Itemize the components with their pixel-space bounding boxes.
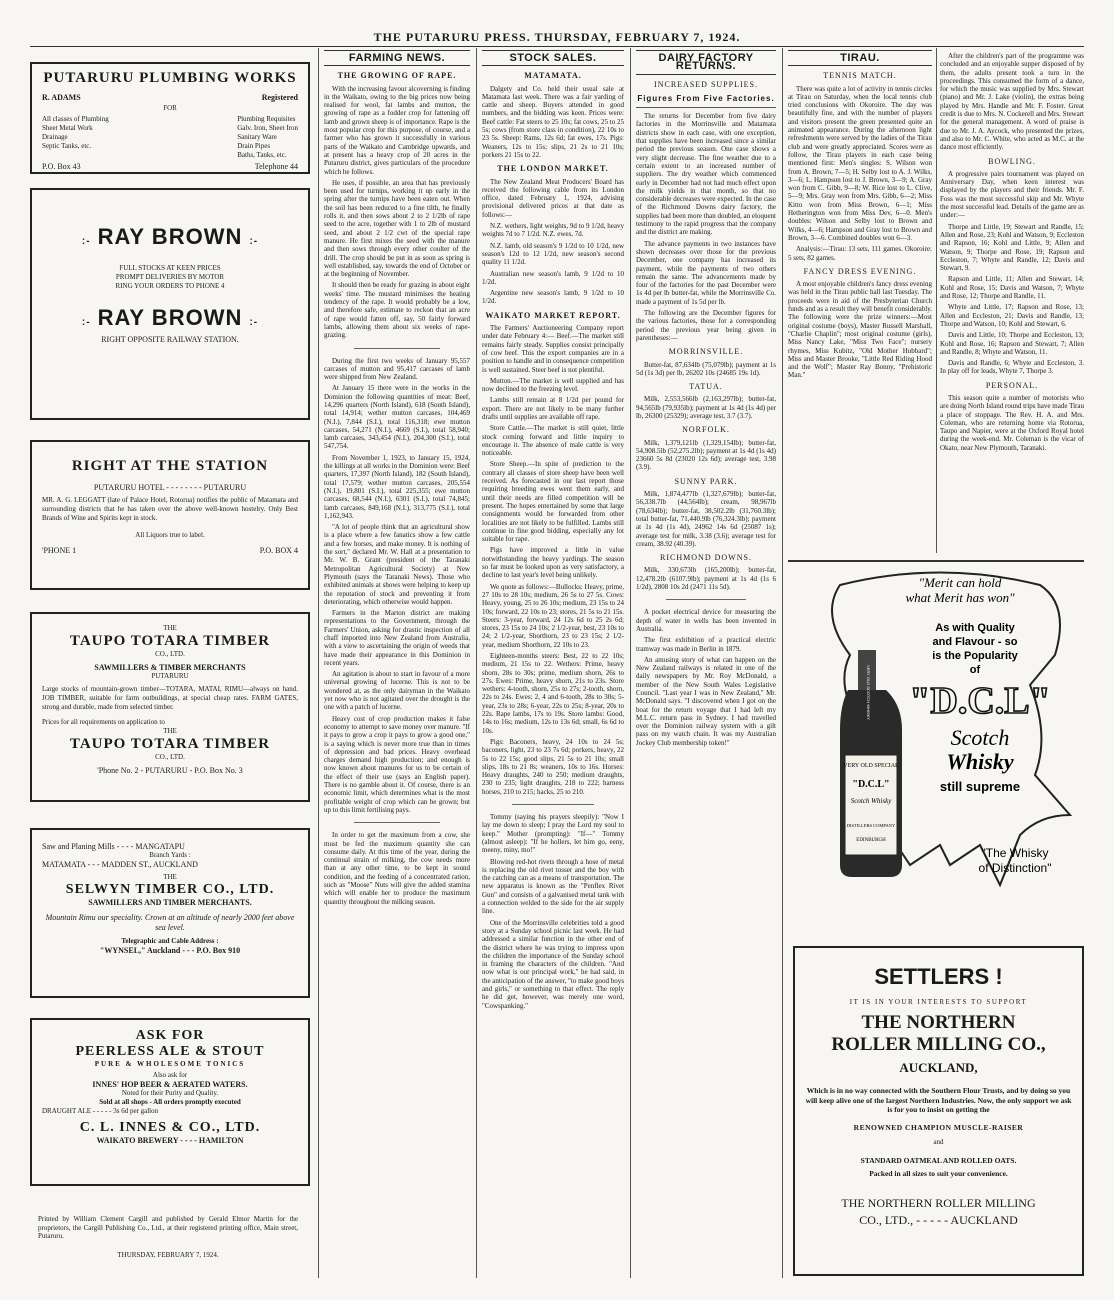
factory-text: Milk, 1,874,477lb (1,327,679lb); butter-fat, 56,338.7lb (44,564lb); cream, 98,967lb (78,634lb); butter-fat, 38,502.2lb (31,760.3lb); total butter-fat, 71,440.9lb (76,324.3lb); payment at 1s 4d (1s 4d), 24962 14s 6d (25087 1s); average test for milk, 3.38 (3.6); average test for cream, 38.92 (40.39).	[636, 490, 776, 548]
quality-line: of	[969, 664, 981, 676]
tirau-para: Rapson and Little, 11; Allen and Stewart, 14; Kohl and Rose, 15; Davis and Watson, 7; Whyte and Rose, 12; Thorpe and Randle, 11.	[940, 275, 1084, 301]
selwyn-tele: Telegraphic and Cable Address :	[121, 937, 219, 945]
plumbing-right-item: Sanitary Ware	[237, 133, 277, 141]
settlers-and: and	[933, 1137, 944, 1146]
dairy-column	[636, 50, 776, 1280]
taupo-the-2: THE	[163, 727, 177, 735]
innes-tonics: PURE & WHOLESOME TONICS	[94, 1060, 246, 1068]
stock-para: Australian new season's lamb, 9 1/2d to 10 1/2d.	[482, 269, 624, 286]
brand-scotch: Scotch	[950, 725, 1010, 750]
ray-brown-line: RING YOUR ORDERS TO PHONE 4	[115, 282, 225, 290]
farming-para: With the increasing favour alcoverning is finding in the Waikato, owing to the big prices now being realised for wool, fat lambs and mutton, the growing of rape as a fodder crop for fattening off lamb and grown sheep is of importance. Rape is the most popular crop for this purpose, of course, and a farmer who has grown it successfully in various parts of the Waikato and Cambridge upwards, and at present has a heavy crop of 20 acres in the Putaruru district, gives particulars of the procedure which he follows.	[324, 84, 470, 176]
stock-para: N.Z. lamb, old season's 9 1/2d to 10 1/2d, new season's 12d to 12 1/2d, new season's second quality 11 1/2d.	[482, 241, 624, 267]
taupo-title-2: TAUPO TOTARA TIMBER	[69, 736, 271, 752]
factory-text: Milk, 1,379,121lb (1,329,154lb); butter-fat, 54,908.5lb (52,275.2lb); payment at 1s 4d (1s 4d) 23660 5s 8d (23020 12s 6d); average test, 3.98 (3.9).	[636, 438, 776, 472]
factory-name: TATUA.	[689, 382, 723, 392]
farming-sub: THE GROWING OF RAPE.	[337, 71, 457, 81]
ray-brown-line: FULL STOCKS AT KEEN PRICES	[119, 264, 221, 272]
tirau-para: This season quite a number of motorists who are doing North Island round trips have made Tirau a place of stoppage. The Rev. H. A. and Mrs. Coleman, who are returning home via Rotorua, Taupo and Napier, were at the Oxford Royal hotel during the week-end. Mr. Coleman is the vicar of Okato, near New Plymouth, Taranaki.	[940, 393, 1084, 452]
taupo-co: CO., LTD.	[155, 650, 185, 658]
dairy-header: DAIRY FACTORY RETURNS.	[636, 50, 776, 75]
stock-para: The New Zealand Meat Producers' Board has received the following cable from its London office, dated February 1, 1924, advising provisional delivered prices at that date as follows:—	[482, 177, 624, 219]
factory-text: Butter-fat, 87,634lb (75,079lb); payment at 1s 5d (1s 3d) per lb, 26202 10s (24685 19s 1d).	[636, 360, 776, 377]
stock-para: Eighteen-months steers: Best, 22 to 22 10s; medium, 21 15s to 22. Wethers: Prime, heavy shorn, 28s to 30s; prime, medium shorn, 26s to 27s. Ewes: Prime, heavy shorn, 21s to 23s. Store wethers: 4-tooth, shorn, 25s to 27s; 2-tooth, shorn, 22s to 24s. Ewes: 2, 4 and 6-tooth, 28s to 30s; 5-year, 23s to 28s; 6-year, 22s to 25s; 8-year, 20s to 22s. Rape lambs, 17s to 19s. Store lambs: Good, 14s to 16s; medium, 12s to 13s 6d; small, 6s 6d to 10s.	[482, 652, 624, 735]
taupo-the: THE	[163, 624, 177, 632]
ray-brown-ad	[30, 188, 310, 420]
brand-whisky: Whisky	[946, 749, 1014, 774]
tirau-para: Analysis:—Tirau: 13 sets, 111 games. Okoroire: 5 sets, 82 games.	[788, 245, 932, 262]
plumbing-left-item: Drainage	[42, 133, 68, 141]
brand-name: "D.C.L"	[909, 680, 1051, 722]
plumbing-ad	[30, 62, 310, 174]
stock-para: Blowing red-hot rivets through a hose of metal is replacing the old rivet tosser and the boy with the catching can as a means of transportation. The new apparatus is known as the "Penflex Rivet Gun" and consists of a galvanised metal tank with a connection welded to the side for the air supply line.	[482, 857, 624, 916]
ray-brown-title-2: :- RAY BROWN :-	[81, 305, 259, 330]
dairy-para: An amusing story of what can happen on the New Zealand railways is related in one of the daily newspapers by Mr. Roy McDonald, a member of the New South Wales Legislative Council. "Last year I was in New Zealand," Mr. McDonald says. "I discovered when I got on the boat for the return voyage that I had left my M.L.C. return pass in Sydney. I had travelled over the Dominion railway system with a gilt pass on my watch chain. It was my Australian Jockey Club membership token!"	[636, 655, 776, 747]
factory-name: SUNNY PARK.	[674, 476, 738, 486]
factory-name: RICHMOND DOWNS.	[660, 553, 752, 563]
dairy-para: The advance payments in two instances have shown decreases over those for the previous December, one company has increased its payment, while the payments of two others remain the same. The advancements made by four of the factories for the past December were 1s 4d per lb butter-fat, while the Morrinsville Co. made a payment of 1s 5d per lb.	[636, 239, 776, 306]
station-po-box: P.O. BOX 4	[259, 546, 298, 555]
quality-line: is the Popularity	[932, 650, 1018, 662]
tagline: of Distinction"	[978, 861, 1052, 875]
plumbing-right-item: Baths, Tanks, etc.	[237, 151, 287, 159]
stock-para: Pigs have improved a little in value notwithstanding the heavy yardings. The season so far must be looked upon as very satisfactory, a decline to last year's level being unlikely.	[482, 546, 624, 580]
selwyn-timber-ad	[30, 828, 310, 998]
innes-draught: DRAUGHT ALE - - - - - 3s 6d per gallon	[42, 1107, 159, 1115]
farming-para: An agitation is about to start in favour of a more universal growing of lucerne. This is not to be wondered at, as the only dairyman in the Waikato yet now who is not agitated over the drought is the one with a patch of lucerne.	[324, 670, 470, 712]
column-rule	[476, 48, 477, 1278]
farming-para: It should then be ready for grazing in about eight weeks' time. The mustard minimises the heating tendency of the rape. It would probably be a low, and therefore safe, estimate to reckon that an acre of rape would fatten off, say, 50 fairly forward lambs, allowing them about six weeks of rape-grazing.	[324, 281, 470, 340]
station-phone: 'PHONE 1	[42, 546, 77, 555]
quality-line: As with Quality	[935, 622, 1015, 634]
taupo-co-2: CO., LTD.	[155, 753, 185, 761]
slogan-line: "Merit can hold	[918, 575, 1002, 590]
neck-text: VERY OLD SCOTCH WHISKY	[866, 665, 871, 720]
farming-header: FARMING NEWS.	[324, 50, 470, 66]
farming-para: Heavy cost of crop production makes it false economy to attempt to save money over manure. "If it pays to grow a crop it pays to grow a good one," is a saying which is never more true than in times of depression and bad prices. Heavy overhead charges demand high production; and enough is now known about manures for us to be certain of the effect of their use (says an English paper). There is no gamble about it. Of course, there is an economic limit, which determines what is the most profitable weight of crop which can be grown; but up to this limit fertilising pays.	[324, 714, 470, 814]
innes-company: C. L. INNES & CO., LTD.	[79, 1120, 261, 1135]
column-rule	[318, 48, 319, 1278]
label-text: DISTILLERS COMPANY	[846, 823, 896, 828]
factory-name: MORRINSVILLE.	[668, 347, 744, 357]
tirau-para: Davis and Randle, 6; Whyte and Eccleston, 3. In play off for leads, Whyte 7, Thorpe 3.	[940, 359, 1084, 376]
innes-brewery: WAIKATO BREWERY - - - - HAMILTON	[96, 1136, 244, 1145]
tirau-header: TIRAU.	[788, 50, 932, 66]
selwyn-title: SELWYN TIMBER CO., LTD.	[65, 882, 275, 897]
selwyn-yards: MATAMATA - - - MADDEN ST., AUCKLAND	[42, 860, 198, 869]
tirau-para: A progressive pairs tournament was played on Anniversary Day, when keen interest was displayed by the players and their friends. Mr. F. Foss was the most successful skip and Mr. Whyte the most successful lead. Details of the game are as under:—	[940, 169, 1084, 220]
settlers-ad	[793, 946, 1084, 1276]
stock-para: Pigs: Baconers, heavy, 24 10s to 24 5s; baconers, light, 23 to 23 7s 6d; porkers, heavy, 22 5s to 22 15s; good slips, 21 5s to 21 10s; small slips, 18s to 21 8s; weaners, 10s to 16s. Horses: Heavy draughts, 240 to 250; medium draughts, 230 to 235; light draughts, 218 to 222; harness horses, 210 to 215; hacks, 25 to 210.	[482, 737, 624, 796]
section-divider	[788, 560, 1084, 562]
settlers-company: THE NORTHERN ROLLER MILLING CO.,	[831, 1012, 1046, 1055]
settlers-footer: THE NORTHERN ROLLER MILLING	[841, 1195, 1036, 1210]
station-title: RIGHT AT THE STATION	[71, 458, 269, 474]
taupo-title: TAUPO TOTARA TIMBER	[69, 633, 271, 649]
selwyn-mills: Saw and Planing Mills - - - - MANGATAPU	[42, 842, 185, 851]
imprint	[38, 1215, 298, 1259]
innes-also: Also ask for	[152, 1071, 188, 1079]
farming-para: He uses, if possible, an area that has previously been used for turnips, working it up early in the spring after the turnips have been eaten out. When the soil has been reduced to a fine tilth, he finally rolls it, and then sows about 2 to 2 1/2lb of rape seed to the acre, together with 1 to 2lb of mustard seed, and about 2 1/2 cwt of the special rape manure. He first mixes the seed with the manure and then sows through every other coulter of the drill. The crop should be put in as soon as spring is well established, say, towards the end of October or at the beginning of November.	[324, 178, 470, 279]
station-ad	[30, 440, 310, 590]
tirau-sub: BOWLING.	[988, 156, 1036, 166]
tagline: "The Whisky	[981, 846, 1049, 860]
imprint-date: THURSDAY, FEBRUARY 7, 1924.	[117, 1250, 219, 1259]
stock-para: Store Sheep.—In spite of prediction to the contrary all classes of store sheep have been well received. As forecasted in our last report those requiring breeding ewes went them early, and until their needs are filled competition will be present. The hopes entertained by some that large consignments would be forwarded from other localities are not likely to be fulfilled. Lambs still continue in fine good bidding, especially any lot suitable for rape.	[482, 460, 624, 544]
innes-noted: Noted for their Purity and Quality.	[121, 1089, 219, 1097]
tirau-para: Davis and Little, 10; Thorpe and Eccleston, 13; Kohl and Rose, 16; Rapson and Stewart, 7; Allen and Randle, 8; Whyte and Watson, 11.	[940, 331, 1084, 356]
farming-para: During the first two weeks of January 95,557 carcases of mutton and 95,417 carcases of lamb were shipped from New Zealand.	[324, 356, 470, 382]
stock-para: The Farmers' Auctioneering Company report under date February 4:— Beef.—The market still remains fairly steady. Supplies consist principally of cow beef. This the export companies are in a position to handle and in consequence competition is well sustained. Steer beef is not plentiful.	[482, 324, 624, 374]
dairy-para: The first exhibition of a practical electric tramway was made in Berlin in 1879.	[636, 636, 776, 653]
stock-para: Mutton.—The market is well supplied and has now declined to the freezing level.	[482, 376, 624, 394]
plumbing-telephone: Telephone 44	[254, 162, 298, 171]
stock-para: N.Z. wethers, light weights, 9d to 9 1/2d, heavy weights 7d to 7 1/2d. N.Z. ewes, 7d.	[482, 222, 624, 239]
quality-line: and Flavour - so	[932, 636, 1018, 648]
column-rule	[630, 48, 631, 1278]
ray-brown-title: :- RAY BROWN :-	[81, 224, 259, 249]
factory-text: Milk, 2,553,566lb (2,163,297lb); butter-fat, 94,565lb (79,935lb); payment at 1s 4d (1s 4d) per lb, 26300 (25329); average test, 3.7 (3.7).	[636, 395, 776, 420]
tirau-para: There was quite a lot of activity in tennis circles at Tirau on Saturday, when the local tennis club tried conclusions with Okoroire. The day was beautifully fine, and with the number of players and visitors present the green presented quite an animated appearance. During the afternoon light refreshments were served by the ladies of the Tirau club and were greatly appreciated. Scores were as follow, the Tirau players in each case being mentioned first: Men's singles: S. Wilson won from A. Brown, 7—5; H. Selby lost to A. J. Wilks, 3—6; L. Hampson lost to J. Brown, 3—9; A. Gray won from C. Gibb, 9—8; W. Rice lost to L. Clive, 5—9; Mrs. Gray won from Mrs. Gibb, 6—2; Miss Kitto won from Miss Brown, 6—1; Miss Hetherington won from Miss Dev, 6—0. Men's doubles: Wilson and Selby lost to Brown and Wilks, 4—6; Hampson and Gray lost to Brown and Brown, 3—6. Combined doubles won 6—3.	[788, 84, 932, 242]
station-subtitle: PUTARURU HOTEL - - - - - - - - PUTARURU	[93, 483, 247, 492]
tirau-sub: TENNIS MATCH.	[823, 71, 897, 81]
tirau-para: Whyte and Little, 17; Rapson and Rose, 13; Allen and Eccleston, 21; Davis and Randle, 13; Thorpe and Watson, 10; Kohl and Stewart, 6.	[940, 303, 1084, 328]
taupo-phone: 'Phone No. 2 - PUTARURU - P.O. Box No. 3	[97, 766, 243, 775]
farming-para: "A lot of people think that an agricultural show is a place where a few fanatics show a few cattle and a few horses, and make money. It is nothing of the sort," declared Mr. W. Hall at a presentation to Mr. W. B. Grant (president of the Taranaki Metropolitan Agricultural Society) at New Plymouth (says the Taranaki News). Those who exhibited animals at shows were helping to keep up the reputation of stock and preventing it from deteriorating, which otherwise would happen.	[324, 523, 470, 606]
settlers-body: Which is in no way connected with the Southern Flour Trusts, and by doing so you will keep alive one of the largest Northern Industries. Now, the only support we ask is for you to insist on getting the	[805, 1086, 1072, 1114]
whisky-illustration	[800, 565, 1080, 895]
factory-name: NORFOLK.	[682, 425, 730, 435]
farming-news-column	[324, 50, 470, 1280]
plumbing-left-list	[42, 115, 109, 160]
innes-ask: ASK FOR	[135, 1028, 205, 1043]
factory-text: Milk, 330,673lb (165,200lb); butter-fat, 12,478.2lb (6107.9lb); payment at 1s 4d (1s 6 1/2d), 2808 10s 2d (2471 11s 5d).	[636, 566, 776, 592]
tirau-para: A most enjoyable children's fancy dress evening was held in the Tirau public hall last Tuesday. The proceeds were in aid of the Presbyterian Church funds and as a result they will benefit considerably. The following were the prize winners:—Most original costume (boys), Master Russell Marshall, "Charlie Chaplin"; most original costume (girls), Miss Nancy Lake, "Miss Two Face"; nursery rhymes, Miss Kubitz, "Old Mother Hubbard"; Miss and Master Brooke, "Little Red Riding Hood and the Wolf"; Master Ray Bonny, "Prehistoric Man."	[788, 280, 932, 380]
column-rule	[782, 48, 783, 1278]
stock-para: Dalgety and Co. held their usual sale at Matamata last week. There was a fair yarding of cattle and sheep. Buyers attended in good numbers, and the bidding was keen. Prices were: Beef cattle: Fat steers to 25 10s; fat cows, 25 to 25 5s; cows (from store class in condition), 22 10s to 23 5s. Sheep: Rams, 12s 6d; fat ewes, 17s. Pigs: Weaners, 12s to 15s; slips, 21 2s to 21 10s; porkers 21 15s to 22.	[482, 84, 624, 159]
selwyn-the: THE	[163, 873, 177, 881]
station-body: MR. A. G. LEGGATT (late of Palace Hotel, Rotorua) notifies the public of Matamata and surrounding districts that he has taken over the above well-known hostelry. Only Best Brands of Wine and Spirits kept in stock.	[42, 496, 298, 522]
brand-supreme: still supreme	[939, 779, 1021, 794]
farming-para: At January 15 there were in the works in the Dominion the following quantities of meat: Beef, 14,296 quarters (North Island), 618 (South Island), total 14,914; wether mutton carcases, 104,469 (N.I.), 7,844 (S.I.), total 116,318; ewe mutton carcases, 54,271 (N.I.), 4669 (S.I.), total 58,940; lamb carcases, 343,454 (N.I.), 204,300 (S.I.), total 547,754.	[324, 384, 470, 451]
settlers-interest: IT IS IN YOUR INTERESTS TO SUPPORT	[849, 998, 1028, 1006]
innes-title: PEERLESS ALE & STOUT	[75, 1044, 265, 1059]
taupo-prices: Prices for all requirements on application to	[42, 718, 165, 726]
label-text: VERY OLD SPECIAL	[843, 763, 899, 769]
stock-sales-column	[482, 50, 624, 1280]
selwyn-body: Mountain Rimu our speciality. Crown at an altitude of nearly 2000 feet above sea level.	[45, 913, 295, 932]
masthead: THE PUTARURU PRESS. THURSDAY, FEBRUARY 7, 1924.	[30, 30, 1084, 47]
farming-para: From November 1, 1923, to January 15, 1924, the killings at all works in the Dominion were: Beef quarters, 17,397 (North Island), 182 (South Island), total 17,579; wether mutton carcases, 205,554 (N.I.), 19,801 (S.I.), total 225,355; ewe mutton carcases, 68,544 (N.I.), 6301 (S.I.), total 74,845; lamb carcases, 849,168 (N.I.), 313,775 (S.I.), total 1,162,943.	[324, 453, 470, 520]
dairy-para: A pocket electrical device for measuring the depth of water in wells has been invented in Australia.	[636, 608, 776, 633]
stock-header: STOCK SALES.	[482, 50, 624, 66]
label-text: EDINBURGH	[856, 838, 886, 843]
stock-para: Argentine new season's lamb, 9 1/2d to 10 1/2d.	[482, 289, 624, 306]
plumbing-right-item: Drain Pipes	[237, 142, 271, 150]
stock-sub: WAIKATO MARKET REPORT.	[485, 310, 621, 320]
selwyn-branch: Branch Yards :	[149, 851, 191, 859]
stock-para: Tommy (saying his prayers sleepily): "Now I lay me down to sleep; I pray the Lord my soul to keep." Mother (prompting): "If—" Tommy (almost asleep): "If he hollers, let him go, eeny, meeny, miny, mo!"	[482, 813, 624, 855]
plumbing-po-box: P.O. Box 43	[42, 162, 81, 171]
stock-para: Lambs still remain at 8 1/2d per pound for export. There are not likely to be many further drafts until supplies are available off rape.	[482, 396, 624, 421]
tirau-sub: FANCY DRESS EVENING.	[803, 266, 917, 276]
stock-sub: THE LONDON MARKET.	[497, 164, 609, 174]
stock-para: We quote as follows:—Bullocks: Heavy, prime, 27 10s to 28 10s; medium, 26 5s to 27 5s. Cows: Heavy, young, 25 to 26 10s; medium, 23 15s to 24 10s; forward, 22 10s to 23; stores, 21 5s to 21 15s. Steers: 3-year, forward, 24 12s 6d to 25 2s 6d; stores, 23 15s to 24 10s; 2 1/2-year, best, 23 10s to 24; 2 1/2-year, Shorthorn, 23 to 23 15s; 2 1/2-year, medium Shorthorn, 22 10s to 23.	[482, 582, 624, 649]
stock-para: One of the Morrinsville celebrities told a good story at a Sunday school picnic last week. He had addressed a similar function in the other end of the district where he was trying to impress upon the children the importance of the Sunday school in framing the characters of the children. "And now what is our principal work," he had said, in the anticipation of the answer, "to make good boys and girls," or something to that effect. The reply he did get, however, was merely one word, "Cowspanking."	[482, 918, 624, 1010]
label-text: "D.C.L"	[852, 779, 890, 790]
dairy-sub-2: Figures From Five Factories.	[636, 95, 776, 108]
taupo-timber-ad	[30, 612, 310, 802]
tirau-para: Thorpe and Little, 19; Stewart and Randle, 15; Allen and Rose, 23; Kohl and Watson, 9; Eccleston and Rapson, 16; Kohl and Little, 9; Allen and Watson, 9; Thorpe and Rose, 19; Rapson and Eccleston, 7; Whyte and Randle, 12; Davis and Stewart, 9.	[940, 222, 1084, 273]
settlers-product: STANDARD OATMEAL AND ROLLED OATS.	[860, 1155, 1017, 1165]
dairy-para: The returns for December from five dairy factories in the Morrinsville and Matamata districts show in each case, with one exception, that supplies have been increased since a similar period the previous season. One case shows a very slight decrease. The fine weather due to a certain extent to an increased number of suppliers. The dry weather which commenced early in December had not had much effect upon the milk yields in that month, so that no considerable decreases were expected. In the case of the Richmond Downs dairy factory, the supplies had been more than doubled, an eloquent testimony to the rapid progress that the company and the district are making.	[636, 112, 776, 237]
settlers-product: RENOWNED CHAMPION MUSCLE-RAISER	[853, 1122, 1024, 1132]
ray-brown-line: PROMPT DELIVERIES BY MOTOR	[115, 273, 225, 281]
dcl-whisky-ad	[800, 565, 1080, 895]
farming-para: In order to get the maximum from a cow, she must be fed the maximum quantity she can consume daily. At this time of the year, during the continual strain of milking, the cow needs more than at any other time, to be kept in sound condition, and the feeding of a concentrated ration, such as "Moose" Nuts will give the added stamina which will enable her to produce the maximum quantity throughout the milking season.	[324, 831, 470, 906]
innes-ad	[30, 1018, 310, 1186]
column-rule	[936, 48, 937, 553]
tirau-column-2	[940, 52, 1084, 557]
plumbing-for: FOR	[163, 104, 177, 112]
label-text: Scotch Whisky	[850, 797, 892, 805]
tirau-para: After the children's part of the programme was concluded and an enjoyable supper disposed of by them, the adults present took a turn in the proceedings. This consumed the form of a dance, for which the music was supplied by Mrs. Stewart (piano) and Mr. J. Lake (violin), the extras being played by Mrs. Handle and Mr. F. Foster. Great credit is due to Mrs. N. Cockerell and Mrs. Stewart for the general management. A word of praise is due to Mr. J. A. Aycock, who presented the prizes, and also to Mr. C. White, who acted as M.C. at the dance most efficiently.	[940, 52, 1084, 152]
settlers-city: AUCKLAND,	[899, 1060, 978, 1075]
plumbing-left-item: Sheet Metal Work	[42, 124, 93, 132]
taupo-town: PUTARURU	[151, 672, 189, 680]
selwyn-merchants: SAWMILLERS AND TIMBER MERCHANTS.	[88, 898, 252, 907]
innes-beer: INNES' HOP BEER & AERATED WATERS.	[92, 1080, 248, 1089]
plumbing-right-list	[237, 115, 298, 160]
plumbing-left-item: All classes of Plumbing	[42, 115, 109, 123]
ray-brown-line: RIGHT OPPOSITE RAILWAY STATION.	[101, 335, 239, 344]
taupo-body: Large stocks of mountain-grown timber—TOTARA, MATAI, RIMU—always on hand. JOB TIMBER, suitable for farm outbuildings, at special cheap rates. FARM GATES, strong and durable, made from selected timber.	[42, 685, 298, 711]
settlers-title: SETTLERS !	[874, 964, 1003, 989]
tirau-column	[788, 50, 932, 555]
stock-sub: MATAMATA.	[524, 71, 582, 81]
plumbing-right-item: Plumbing Requisites	[237, 115, 296, 123]
settlers-packed: Packed in all sizes to suit your convenience.	[869, 1168, 1008, 1178]
innes-sold: Sold at all shops - All orders promptly executed	[99, 1098, 241, 1106]
settlers-footer: CO., LTD., - - - - - AUCKLAND	[859, 1212, 1018, 1227]
taupo-merchants: SAWMILLERS & TIMBER MERCHANTS	[94, 663, 246, 672]
station-note: All Liquors true to label.	[135, 531, 205, 539]
plumbing-proprietor: R. ADAMS	[42, 93, 81, 102]
dairy-para: The following are the December figures for the various factories, those for a corresponding period the previous year being given in parentheses:—	[636, 309, 776, 342]
plumbing-left-item: Septic Tanks, etc.	[42, 142, 92, 150]
imprint-text: Printed by William Clement Cargill and published by Gerald Elmor Martin for the proprietors, the Cargill Publishing Co., Ltd., at their registered printing office, Main street, Putaruru.	[38, 1215, 298, 1240]
plumbing-title: PUTARURU PLUMBING WORKS	[43, 70, 297, 86]
farming-para: Farmers in the Marton district are making representations to the Government, through the Farmers' Union, asking for drastic inspection of all chaff imported into New Zealand from Australia, with a view to ascertaining the origin of weeds that have made their appearance in this Dominion in recent years.	[324, 609, 470, 667]
plumbing-registered: Registered	[261, 93, 298, 102]
slogan-line: what Merit has won"	[905, 590, 1015, 605]
dairy-sub: INCREASED SUPPLIES.	[654, 79, 758, 89]
tirau-sub: PERSONAL.	[985, 380, 1039, 390]
ray-brown-name: RAY BROWN	[97, 224, 243, 249]
plumbing-right-item: Galv. Iron, Sheet Iron	[237, 124, 298, 132]
selwyn-cable: "WYNSEL," Auckland - - - P.O. Box 910	[99, 946, 241, 955]
stock-para: Store Cattle.—The market is still quiet, little stock coming forward and little inquiry to encourage it. The absence of male cattle is very noticeable.	[482, 424, 624, 458]
ray-brown-name-2: RAY BROWN	[97, 305, 243, 330]
